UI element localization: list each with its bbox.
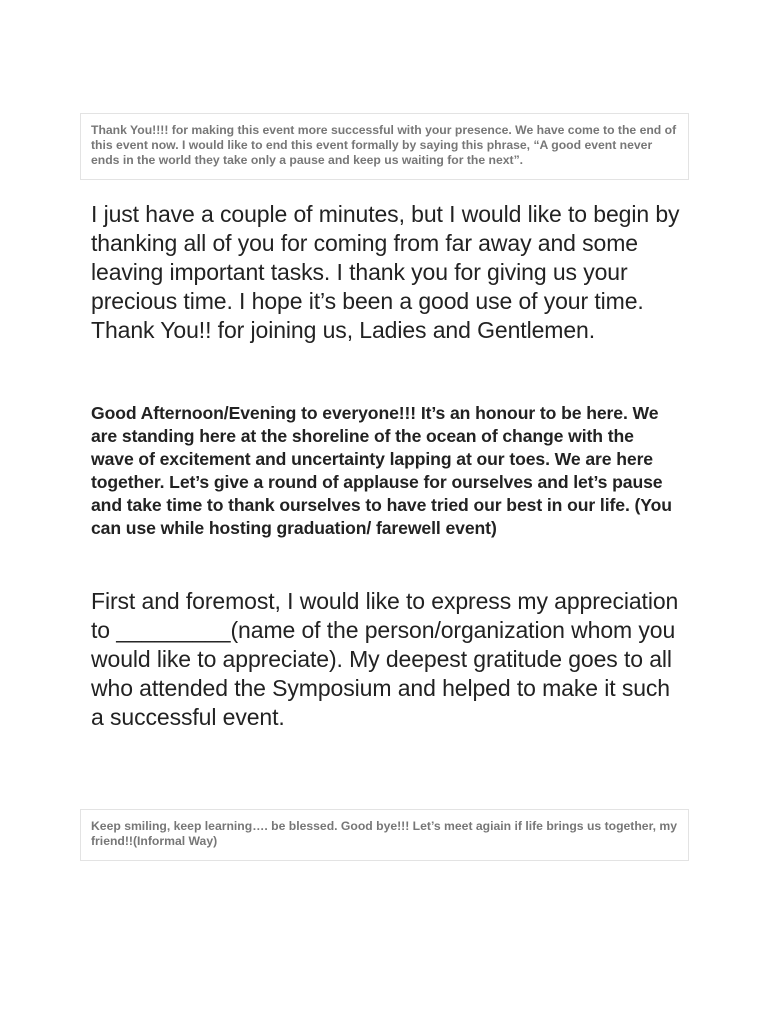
closing-quote-box: [80, 113, 689, 180]
appreciation-paragraph: First and foremost, I would like to express my appreciation to _________(name of the person/organization whom you would like to appreciate). My deepest gratitude goes to all who attended the Symposium and helped to make it such a successful event.: [91, 588, 679, 730]
farewell-quote-box: [80, 809, 689, 861]
greeting-paragraph: Good Afternoon/Evening to everyone!!! It’s an honour to be here. We are standing here at the shoreline of the ocean of change with the wave of excitement and uncertainty lapping at our toes. We are here together. Let’s give a round of applause for ourselves and let’s pause and take time to thank ourselves to have tried our best in our life. (You can use while hosting graduation/ farewell event): [91, 403, 672, 538]
farewell-quote-text: Keep smiling, keep learning…. be blessed. Good bye!!! Let’s meet agiain if life brings us together, my friend!!(Informal Way): [91, 819, 678, 848]
thanks-paragraph: I just have a couple of minutes, but I would like to begin by thanking all of you for coming from far away and some leaving important tasks. I thank you for giving us your precious time. I hope it’s been a good use of your time. Thank You!! for joining us, Ladies and Gentlemen.: [91, 201, 680, 343]
closing-quote-text: Thank You!!!! for making this event more successful with your presence. We have come to the end of this event now. I would like to end this event formally by saying this phrase, “A good event never ends in the world they take only a pause and keep us waiting for the next”.: [91, 123, 677, 167]
